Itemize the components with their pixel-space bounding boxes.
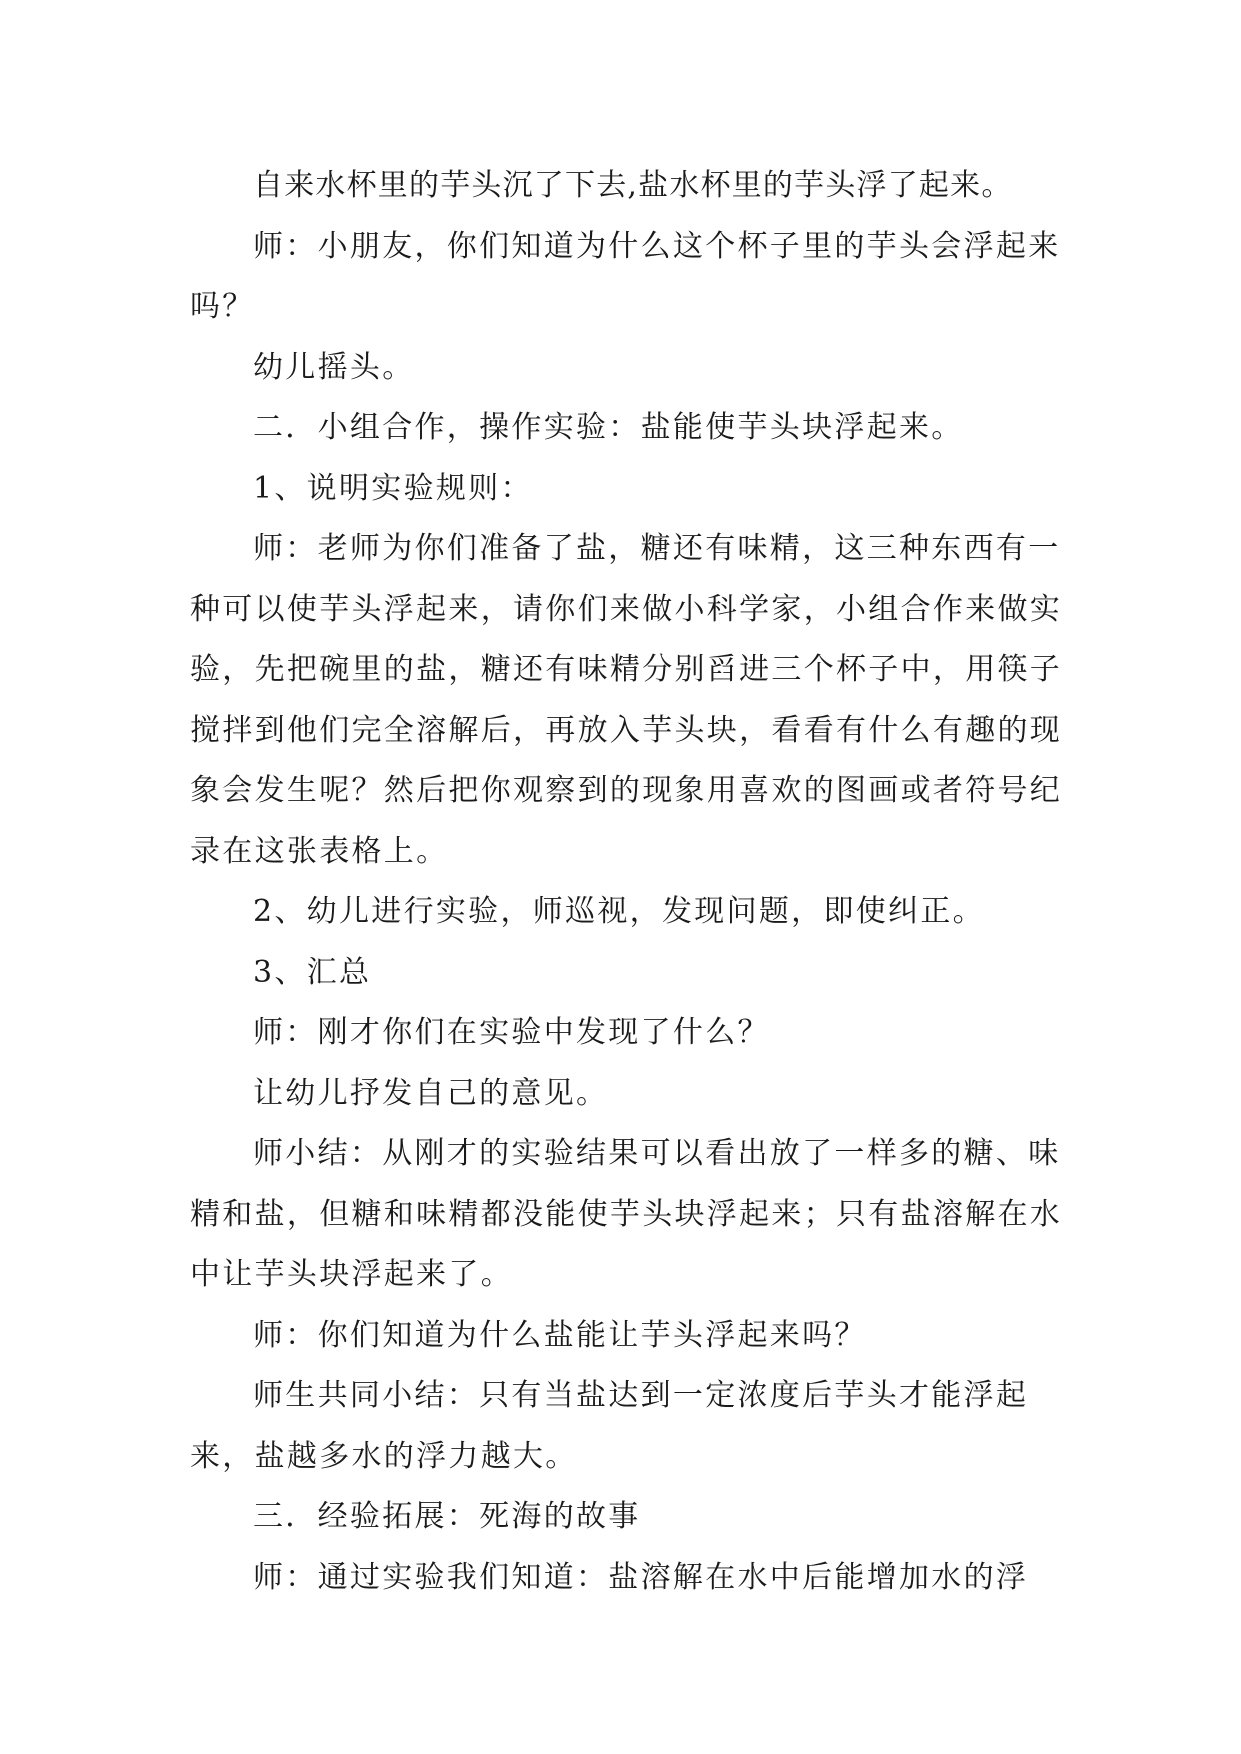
paragraph: 师：老师为你们准备了盐，糖还有味精，这三种东西有一种可以使芋头浮起来，请你们来做小科学家，小组合作来做实验，先把碗里的盐，糖还有味精分别舀进三个杯子中，用筷子搅拌到他们完全溶解后，再放入芋头块，看看有什么有趣的现象会发生呢？然后把你观察到的现象用喜欢的图画或者符号纪录在这张表格上。 — [190, 531, 1063, 869]
paragraph: 师：小朋友，你们知道为什么这个杯子里的芋头会浮起来吗？ — [190, 228, 1061, 324]
section-heading: 三．经验拓展：死海的故事 — [253, 1499, 641, 1534]
paragraph: 1、说明实验规则： — [253, 470, 533, 506]
paragraph: 幼儿摇头。 — [253, 349, 415, 385]
paragraph: 师：你们知道为什么盐能让芋头浮起来吗？ — [253, 1317, 867, 1353]
paragraph: 让幼儿抒发自己的意见。 — [253, 1075, 609, 1111]
document-body — [190, 156, 1070, 1608]
paragraph: 师：通过实验我们知道：盐溶解在水中后能增加水的浮 — [253, 1559, 1029, 1595]
section-heading: 二．小组合作，操作实验：盐能使芋头块浮起来。 — [253, 410, 964, 445]
paragraph: 2、幼儿进行实验，师巡视，发现问题，即使纠正。 — [253, 894, 985, 929]
paragraph: 师小结：从刚才的实验结果可以看出放了一样多的糖、味精和盐，但糖和味精都没能使芋头块浮起来；只有盐溶解在水中让芋头块浮起来了。 — [190, 1136, 1063, 1292]
paragraph: 师生共同小结：只有当盐达到一定浓度后芋头才能浮起来，盐越多水的浮力越大。 — [190, 1378, 1029, 1474]
paragraph: 师：刚才你们在实验中发现了什么？ — [253, 1015, 770, 1050]
paragraph: 自来水杯里的芋头沉了下去,盐水杯里的芋头浮了起来。 — [253, 168, 1013, 203]
paragraph: 3、汇总 — [253, 954, 372, 990]
